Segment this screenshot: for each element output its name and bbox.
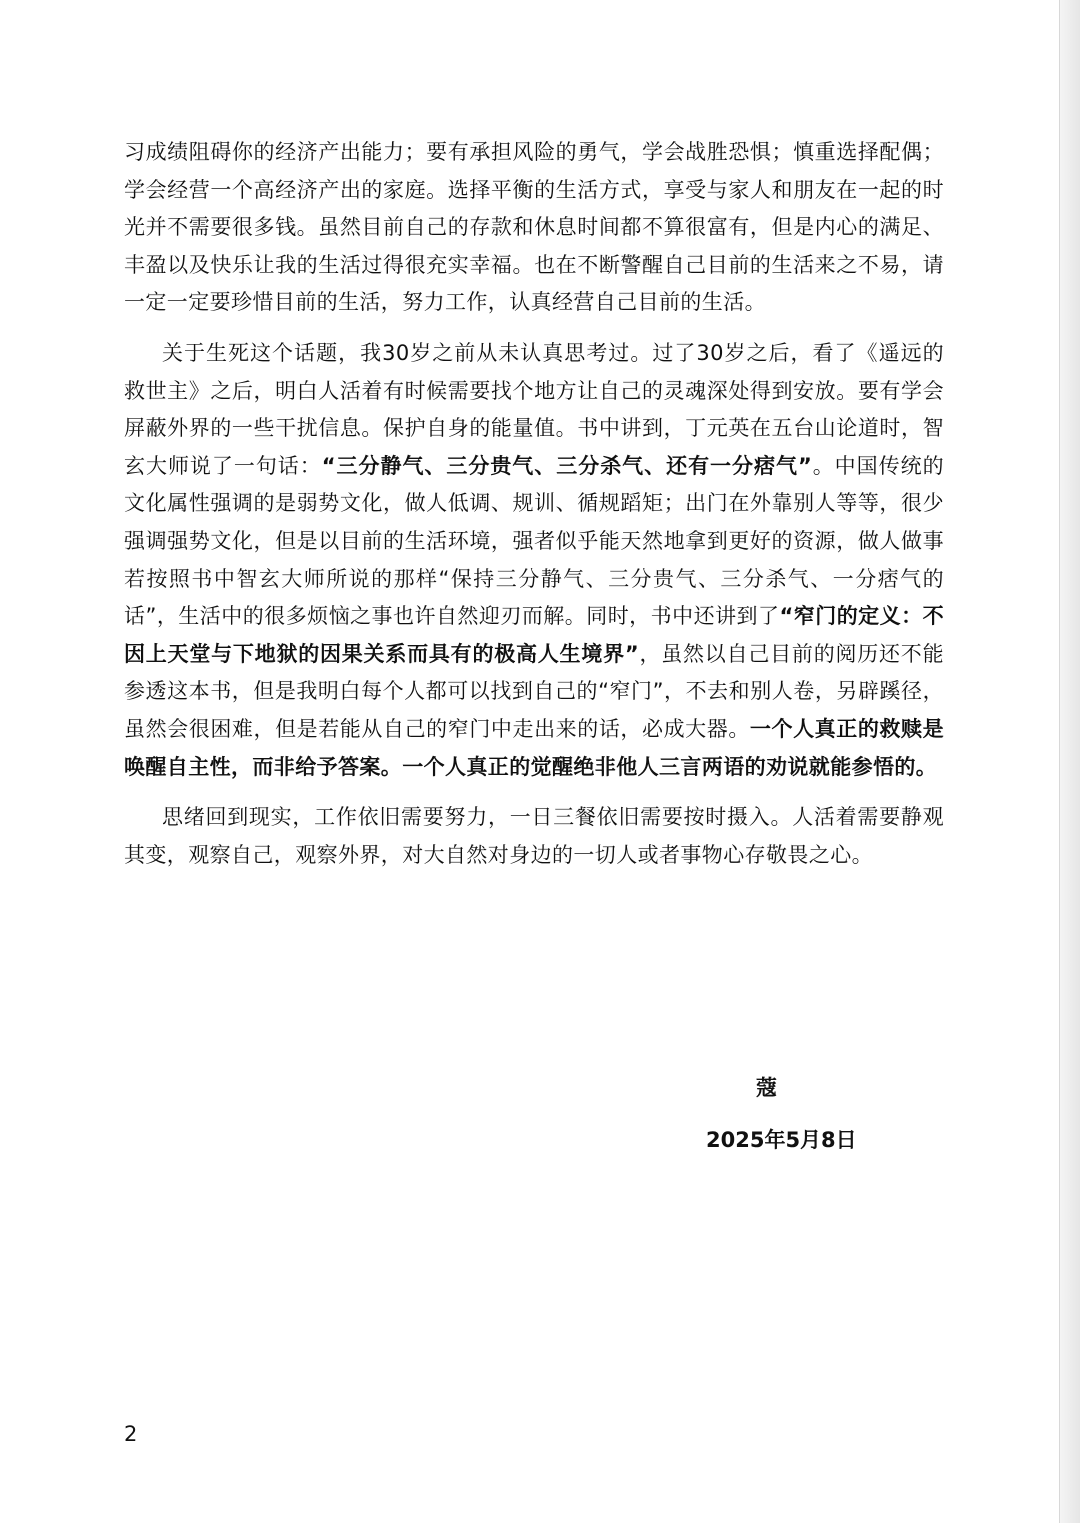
paragraph-2-text-1: 关于生死这个话题，我30岁之前从未认真思考过。过了30岁之后，看了《遥远的救世主》之后，明白人活着有时候需要找个地方让自己的灵魂深处得到安放。要有学会屏蔽外界的一些干扰信息。保护自身的能量值。书中讲到，丁元英在五台山论道时，智玄大师说了一句话：: [124, 340, 944, 478]
paragraph-2-text-2: 。中国传统的文化属性强调的是弱势文化，做人低调、规训、循规蹈矩；出门在外靠别人等等，很少强调强势文化，但是以目前的生活环境，强者似乎能天然地拿到更好的资源，做人做事若按照书中智玄大师所说的那样“保持三分静气、三分贵气、三分杀气、一分痞气的话”，生活中的很多烦恼之事也许自然迎刃而解。同时，书中还讲到了: [124, 453, 944, 629]
paragraph-3: [124, 799, 944, 874]
paragraph-2-bold-conclusion: 一个人真正的救赎是唤醒自主性，而非给予答案。一个人真正的觉醒绝非他人三言两语的劝说就能参悟的。: [124, 716, 944, 779]
paragraph-2-bold-quote-1: “三分静气、三分贵气、三分杀气、还有一分痞气”: [321, 453, 813, 478]
paragraph-2-text-3: ，虽然以自己目前的阅历还不能参透这本书，但是我明白每个人都可以找到自己的“窄门”，不去和别人卷，另辟蹊径，虽然会很困难，但是若能从自己的窄门中走出来的话，必成大器。: [124, 641, 944, 741]
paragraph-1: [124, 134, 944, 322]
paragraph-3-text: 思绪回到现实，工作依旧需要努力，一日三餐依旧需要按时摄入。人活着需要静观其变，观察自己，观察外界，对大自然对身边的一切人或者事物心存敬畏之心。: [124, 805, 944, 867]
paragraph-1-text: 习成绩阻碍你的经济产出能力；要有承担风险的勇气，学会战胜恐惧；慎重选择配偶；学会经营一个高经济产出的家庭。选择平衡的生活方式，享受与家人和朋友在一起的时光并不需要很多钱。虽然目前自己的存款和休息时间都不算很富有，但是内心的满足、丰盈以及快乐让我的生活过得很充实幸福。也在不断警醒自己目前的生活来之不易，请一定一定要珍惜目前的生活，努力工作，认真经营自己目前的生活。: [124, 140, 944, 315]
paragraph-2-bold-quote-2: “窄门的定义：不因上天堂与下地狱的因果关系而具有的极高人生境界”: [124, 604, 944, 666]
signature: 蔻: [756, 1076, 777, 1100]
body-text: [124, 134, 944, 887]
paragraph-2: [124, 335, 944, 786]
document-date: 2025年5月8日: [706, 1128, 857, 1152]
page-edge: [1059, 0, 1080, 1523]
page-number: 2: [124, 1422, 138, 1446]
